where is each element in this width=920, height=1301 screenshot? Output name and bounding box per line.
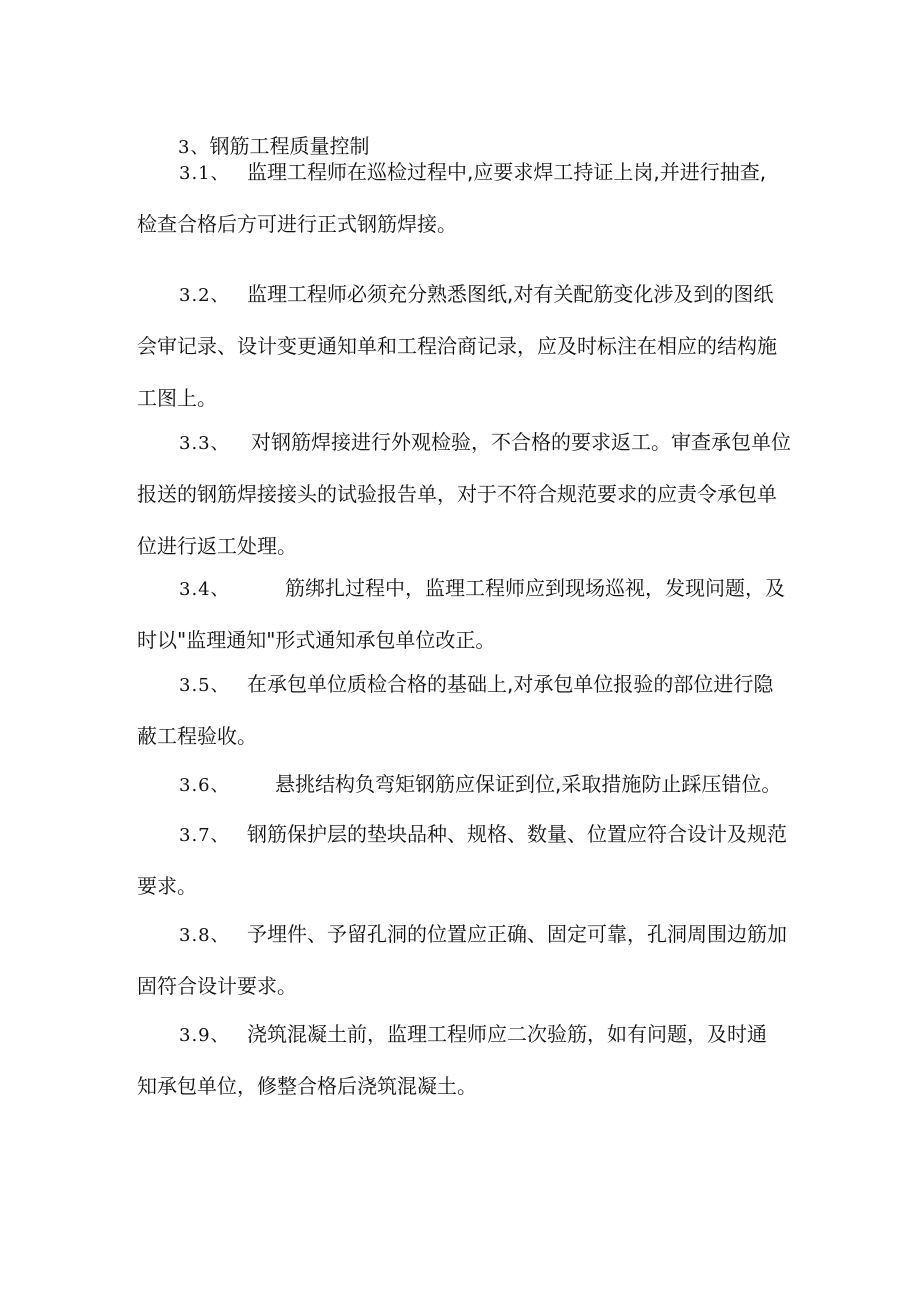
clause-number: 3.4、 xyxy=(179,579,230,600)
clause-text: 对钢筋焊接进行外观检验，不合格的要求返工。审查承包单位 xyxy=(251,430,791,454)
clause-text: 浇筑混凝土前，监理工程师应二次验筋，如有问题，及时通 xyxy=(247,1022,767,1046)
clause-line xyxy=(137,206,787,258)
clause-text: 时以"监理通知"形式通知承包单位改正。 xyxy=(137,628,496,652)
clause-line xyxy=(137,766,787,818)
clause-line xyxy=(137,916,787,968)
clause-text: 要求。 xyxy=(137,874,197,898)
clause-text: 筋绑扎过程中，监理工程师应到现场巡视，发现问题，及 xyxy=(285,576,785,600)
clause-text: 固符合设计要求。 xyxy=(137,974,297,998)
clause-line xyxy=(137,718,787,770)
clause-number: 3.7、 xyxy=(179,825,230,846)
clause-3-1 xyxy=(137,154,787,258)
clause-line xyxy=(137,276,787,328)
clause-text: 知承包单位，修整合格后浇筑混凝土。 xyxy=(137,1074,477,1098)
clause-text: 工图上。 xyxy=(137,386,217,410)
clause-line xyxy=(137,328,787,380)
clause-text: 报送的钢筋焊接接头的试验报告单，对于不符合规范要求的应责令承包单 xyxy=(137,482,777,506)
clause-3-2 xyxy=(137,276,787,432)
clause-text: 监理工程师必须充分熟悉图纸,对有关配筋变化涉及到的图纸 xyxy=(247,282,774,306)
clause-3-3 xyxy=(137,424,791,580)
clause-text: 位进行返工处理。 xyxy=(137,534,297,558)
clause-3-5 xyxy=(137,666,787,770)
clause-number: 3.8、 xyxy=(179,925,230,946)
clause-line xyxy=(137,424,791,476)
clause-3-9 xyxy=(137,1016,787,1120)
clause-3-8 xyxy=(137,916,787,1020)
section-title: 钢筋工程质量控制 xyxy=(209,134,370,158)
clause-3-4 xyxy=(137,570,787,674)
section-number: 3、 xyxy=(178,137,210,158)
clause-number: 3.3、 xyxy=(179,433,230,454)
clause-line xyxy=(137,1016,787,1068)
clause-3-7 xyxy=(137,816,787,920)
clause-3-6 xyxy=(137,766,787,818)
clause-text: 检查合格后方可进行正式钢筋焊接。 xyxy=(137,212,457,236)
clause-number: 3.9、 xyxy=(179,1025,230,1046)
clause-line xyxy=(137,868,787,920)
clause-number: 3.5、 xyxy=(179,675,230,696)
clause-line xyxy=(137,968,787,1020)
clause-line xyxy=(137,570,787,622)
clause-line xyxy=(137,666,787,718)
clause-text: 监理工程师在巡检过程中,应要求焊工持证上岗,并进行抽查, xyxy=(247,160,767,184)
clause-line xyxy=(137,154,787,206)
clause-text: 蔽工程验收。 xyxy=(137,724,257,748)
clause-text: 悬挑结构负弯矩钢筋应保证到位,采取措施防止踩压错位。 xyxy=(275,772,782,796)
clause-line xyxy=(137,1068,787,1120)
clause-line xyxy=(137,476,787,528)
clause-number: 3.1、 xyxy=(179,163,230,184)
clause-number: 3.2、 xyxy=(179,285,230,306)
clause-text: 钢筋保护层的垫块品种、规格、数量、位置应符合设计及规范 xyxy=(247,822,787,846)
clause-text: 予埋件、予留孔洞的位置应正确、固定可靠，孔洞周围边筋加 xyxy=(247,922,787,946)
clause-text: 会审记录、设计变更通知单和工程洽商记录，应及时标注在相应的结构施 xyxy=(137,334,777,358)
clause-line xyxy=(137,816,787,868)
clause-text: 在承包单位质检合格的基础上,对承包单位报验的部位进行隐 xyxy=(247,672,774,696)
clause-number: 3.6、 xyxy=(179,775,230,796)
